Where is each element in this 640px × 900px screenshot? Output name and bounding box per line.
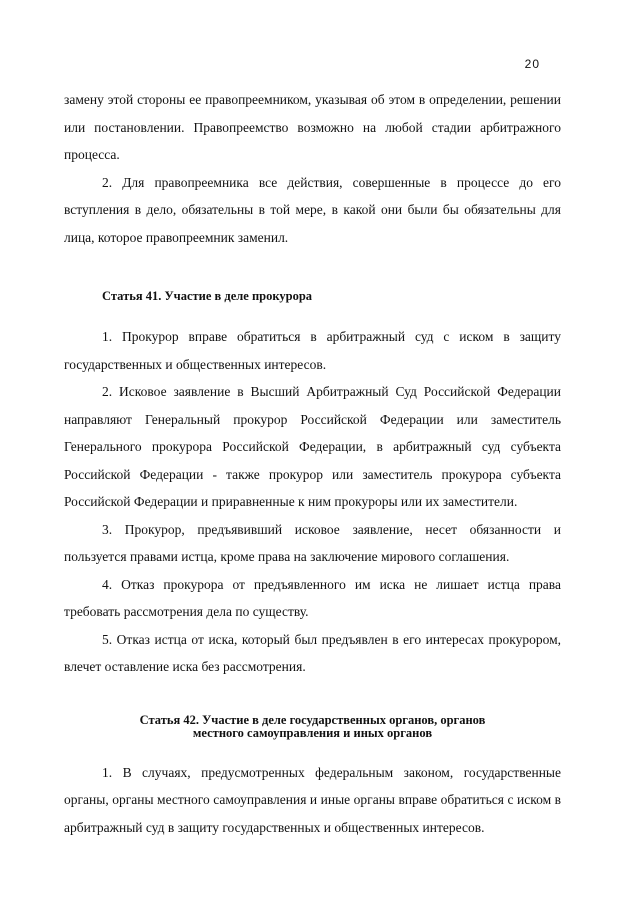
article-41-item-1: 1. Прокурор вправе обратиться в арбитражный суд с иском в защиту государственных и общественных интересов. bbox=[64, 329, 561, 372]
article-41-heading: Статья 41. Участие в деле прокурора bbox=[102, 289, 313, 303]
page-content bbox=[64, 86, 561, 841]
article-41-item-5: 5. Отказ истца от иска, который был предъявлен в его интересах прокурором, влечет оставление иска без рассмотрения. bbox=[64, 631, 561, 674]
article-42-heading-line-2: местного самоуправления и иных органов bbox=[192, 726, 433, 740]
article-41-item-3: 3. Прокурор, предъявивший исковое заявление, несет обязанности и пользуется правами истца, кроме права на заключение мирового соглашения. bbox=[64, 521, 561, 564]
article-41-item-2: 2. Исковое заявление в Высший Арбитражный Суд Российской Федерации направляют Генеральный прокурор Российской Федерации или заместитель Генерального прокурора Российской Федерации, в арбитражный суд субъекта Российской Федерации - также прокурор или заместитель прокурора субъекта Российской Федерации и приравненные к ним прокуроры или их заместители. bbox=[64, 384, 561, 509]
article-42-item-1: 1. В случаях, предусмотренных федеральным законом, государственные органы, органы местного самоуправления и иные органы вправе обратиться с иском в арбитражный суд в защиту государственных и общественных интересов. bbox=[64, 764, 561, 835]
intro-item-2: 2. Для правопреемника все действия, совершенные в процессе до его вступления в дело, обязательны в той мере, в какой они были бы обязательны для лица, которое правопреемник заменил. bbox=[64, 174, 561, 245]
intro-paragraph: замену этой стороны ее правопреемником, указывая об этом в определении, решении или постановлении. Правопреемство возможно на любой стадии арбитражного процесса. bbox=[64, 92, 561, 162]
page-number: 20 bbox=[524, 57, 540, 71]
article-42-heading-line-1: Статья 42. Участие в деле государственных органов, органов bbox=[139, 712, 486, 727]
article-41-item-4: 4. Отказ прокурора от предъявленного им иска не лишает истца права требовать рассмотрения дела по существу. bbox=[64, 576, 561, 619]
article-42-heading bbox=[64, 714, 561, 741]
